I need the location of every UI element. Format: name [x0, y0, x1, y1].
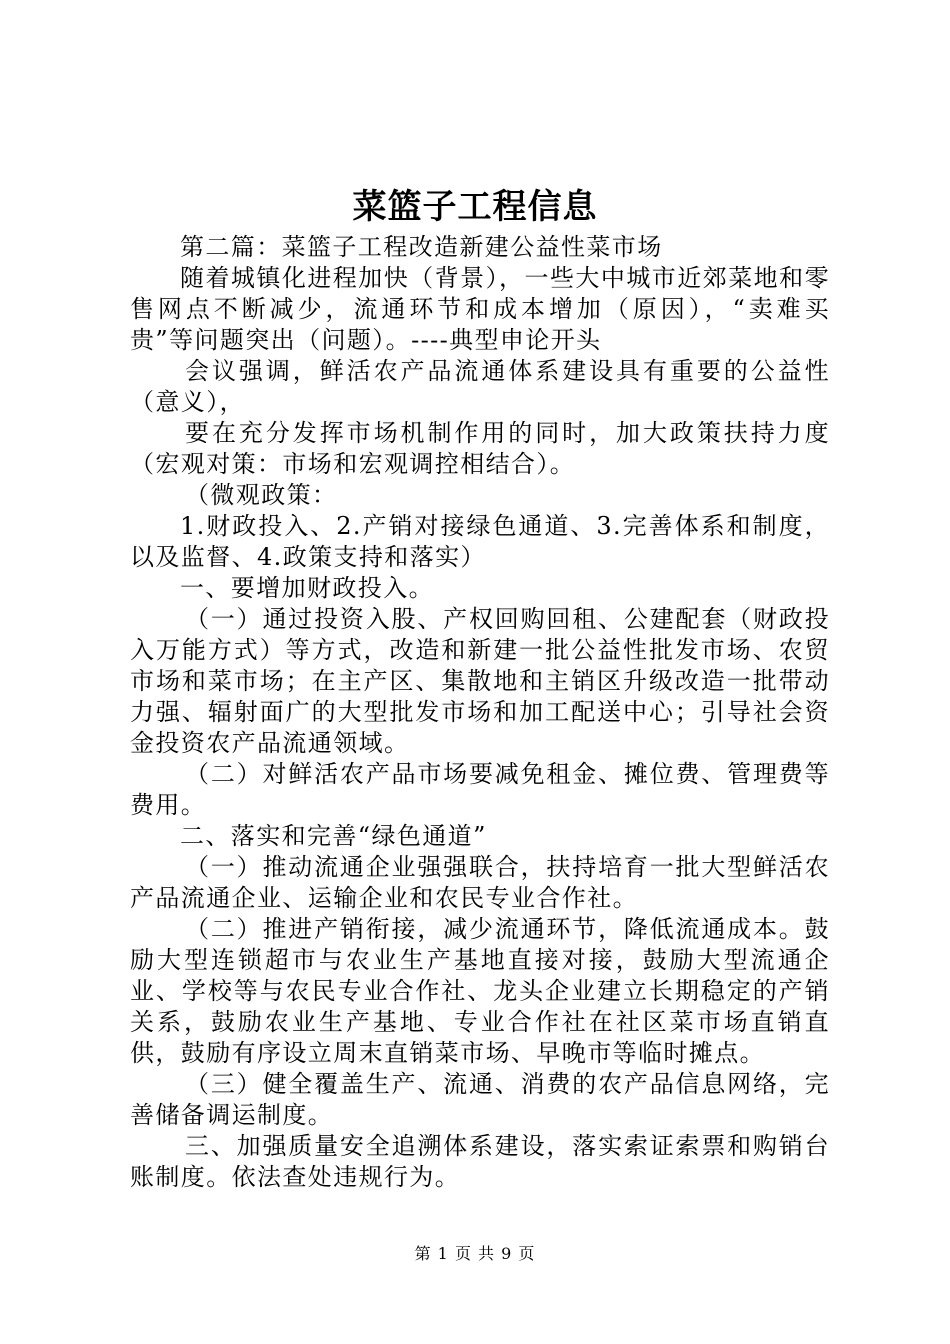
paragraph: （二）对鲜活农产品市场要减免租金、摊位费、管理费等费用。 — [130, 760, 830, 819]
paragraph: （三）健全覆盖生产、流通、消费的农产品信息网络，完善储备调运制度。 — [130, 1070, 830, 1129]
section-heading: 三、加强质量安全追溯体系建设，落实索证索票和购销台账制度。依法查处违规行为。 — [130, 1132, 830, 1191]
paragraph: （一）推动流通企业强强联合，扶持培育一批大型鲜活农产品流通企业、运输企业和农民专业合作社。 — [130, 853, 830, 912]
paragraph: 随着城镇化进程加快（背景），一些大中城市近郊菜地和零售网点不断减少，流通环节和成本增加（原因），“卖难买贵”等问题突出（问题）。----典型申论开头 — [130, 264, 830, 354]
paragraph: （一）通过投资入股、产权回购回租、公建配套（财政投入万能方式）等方式，改造和新建一批公益性批发市场、农贸市场和菜市场；在主产区、集散地和主销区升级改造一批带动力强、辐射面广的大型批发市场和加工配送中心；引导社会资金投资农产品流通领域。 — [130, 605, 830, 757]
paragraph-subtitle: 第二篇：菜篮子工程改造新建公益性菜市场 — [180, 233, 663, 261]
page-number-footer: 第 1 页 共 9 页 — [414, 1244, 536, 1263]
section-heading: 一、要增加财政投入。 — [180, 574, 434, 602]
paragraph: 要在充分发挥市场机制作用的同时，加大政策扶持力度（宏观对策：市场和宏观调控相结合）。 — [130, 419, 830, 478]
document-title: 菜篮子工程信息 — [352, 187, 598, 227]
paragraph: 会议强调，鲜活农产品流通体系建设具有重要的公益性（意义）， — [130, 357, 830, 416]
document-body — [130, 232, 830, 1193]
paragraph: 1.财政投入、2.产销对接绿色通道、3.完善体系和制度，以及监督、4.政策支持和落实） — [130, 512, 830, 571]
section-heading: 二、落实和完善“绿色通道” — [180, 822, 487, 850]
paragraph: （二）推进产销衔接，减少流通环节，降低流通成本。鼓励大型连锁超市与农业生产基地直接对接，鼓励大型流通企业、学校等与农民专业合作社、龙头企业建立长期稳定的产销关系，鼓励农业生产基地、专业合作社在社区菜市场直销直供，鼓励有序设立周末直销菜市场、早晚市等临时摊点。 — [130, 915, 830, 1067]
paragraph: （微观政策： — [185, 481, 338, 509]
